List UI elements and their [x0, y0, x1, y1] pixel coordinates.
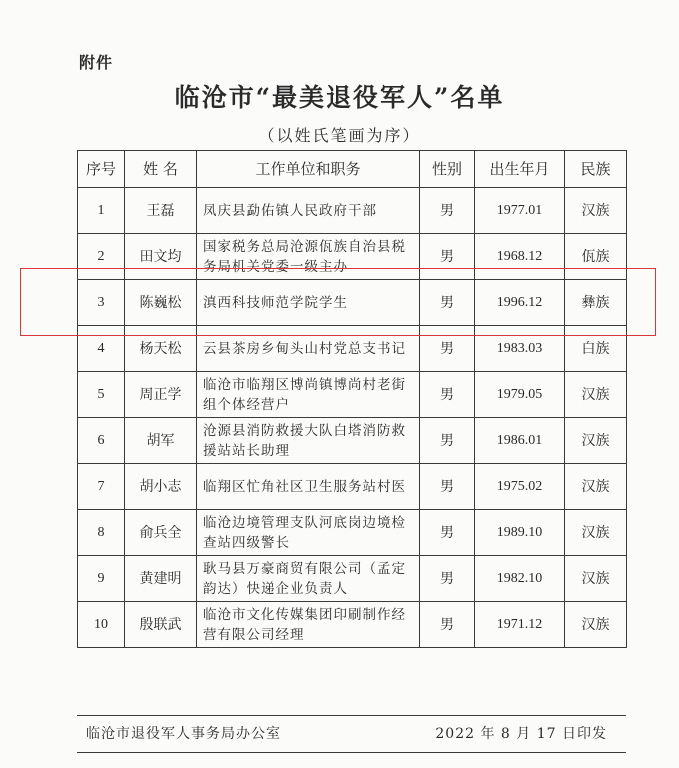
table-header-row	[78, 151, 627, 188]
cell-name: 殷联武	[125, 602, 197, 648]
cell-gender: 男	[420, 556, 475, 602]
cell-index: 2	[78, 234, 125, 280]
cell-birth: 1975.02	[475, 464, 565, 510]
cell-gender: 男	[420, 280, 475, 326]
cell-work: 云县茶房乡甸头山村党总支书记	[197, 326, 420, 372]
cell-ethnicity: 汉族	[565, 602, 627, 648]
cell-birth: 1977.01	[475, 188, 565, 234]
cell-birth: 1968.12	[475, 234, 565, 280]
cell-index: 5	[78, 372, 125, 418]
cell-gender: 男	[420, 188, 475, 234]
cell-birth: 1996.12	[475, 280, 565, 326]
cell-gender: 男	[420, 464, 475, 510]
cell-work: 临沧边境管理支队河底岗边境检查站四级警长	[197, 510, 420, 556]
cell-index: 8	[78, 510, 125, 556]
footer-issuer: 临沧市退役军人事务局办公室	[86, 726, 281, 742]
cell-name: 陈巍松	[125, 280, 197, 326]
cell-birth: 1971.12	[475, 602, 565, 648]
cell-name: 胡小志	[125, 464, 197, 510]
table-row	[78, 464, 627, 510]
cell-gender: 男	[420, 602, 475, 648]
cell-index: 3	[78, 280, 125, 326]
cell-name: 胡军	[125, 418, 197, 464]
cell-name: 田文均	[125, 234, 197, 280]
table-row	[78, 234, 627, 280]
cell-ethnicity: 汉族	[565, 510, 627, 556]
table-row	[78, 188, 627, 234]
cell-work: 沧源县消防救援大队白塔消防救援站站长助理	[197, 418, 420, 464]
cell-name: 王磊	[125, 188, 197, 234]
header-work: 工作单位和职务	[197, 151, 420, 188]
cell-gender: 男	[420, 372, 475, 418]
cell-work: 临沧市临翔区博尚镇博尚村老街组个体经营户	[197, 372, 420, 418]
table-row	[78, 418, 627, 464]
footer-date: 2022 年 8 月 17 日印发	[435, 726, 607, 742]
header-gender: 性别	[420, 151, 475, 188]
footer-divider-bottom	[77, 752, 626, 753]
cell-birth: 1982.10	[475, 556, 565, 602]
cell-ethnicity: 彝族	[565, 280, 627, 326]
table-row	[78, 326, 627, 372]
attachment-label: 附件	[79, 53, 114, 72]
cell-name: 杨天松	[125, 326, 197, 372]
cell-work: 临翔区忙角社区卫生服务站村医	[197, 464, 420, 510]
header-birth: 出生年月	[475, 151, 565, 188]
table-row	[78, 372, 627, 418]
cell-gender: 男	[420, 326, 475, 372]
cell-birth: 1983.03	[475, 326, 565, 372]
table-row	[78, 280, 627, 326]
cell-work: 耿马县万豪商贸有限公司（孟定韵达）快递企业负责人	[197, 556, 420, 602]
cell-ethnicity: 汉族	[565, 418, 627, 464]
cell-birth: 1986.01	[475, 418, 565, 464]
cell-index: 10	[78, 602, 125, 648]
cell-gender: 男	[420, 234, 475, 280]
header-index: 序号	[78, 151, 125, 188]
cell-work: 滇西科技师范学院学生	[197, 280, 420, 326]
table-row	[78, 510, 627, 556]
cell-index: 1	[78, 188, 125, 234]
cell-ethnicity: 汉族	[565, 372, 627, 418]
cell-name: 周正学	[125, 372, 197, 418]
cell-index: 4	[78, 326, 125, 372]
cell-work: 国家税务总局沧源佤族自治县税务局机关党委一级主办	[197, 234, 420, 280]
cell-name: 黄建明	[125, 556, 197, 602]
cell-ethnicity: 白族	[565, 326, 627, 372]
table-row	[78, 556, 627, 602]
cell-birth: 1989.10	[475, 510, 565, 556]
cell-ethnicity: 佤族	[565, 234, 627, 280]
cell-birth: 1979.05	[475, 372, 565, 418]
cell-index: 6	[78, 418, 125, 464]
cell-gender: 男	[420, 510, 475, 556]
roster-table	[77, 150, 627, 648]
cell-work: 凤庆县勐佑镇人民政府干部	[197, 188, 420, 234]
cell-name: 俞兵全	[125, 510, 197, 556]
cell-ethnicity: 汉族	[565, 188, 627, 234]
document-title: 临沧市“最美退役军人”名单	[174, 83, 505, 112]
table-row	[78, 602, 627, 648]
cell-work: 临沧市文化传媒集团印刷制作经营有限公司经理	[197, 602, 420, 648]
header-ethnicity: 民族	[565, 151, 627, 188]
cell-ethnicity: 汉族	[565, 556, 627, 602]
footer-divider-top	[77, 715, 626, 716]
cell-gender: 男	[420, 418, 475, 464]
cell-index: 7	[78, 464, 125, 510]
document-subtitle: （以姓氏笔画为序）	[258, 126, 421, 145]
header-name: 姓 名	[125, 151, 197, 188]
cell-index: 9	[78, 556, 125, 602]
cell-ethnicity: 汉族	[565, 464, 627, 510]
